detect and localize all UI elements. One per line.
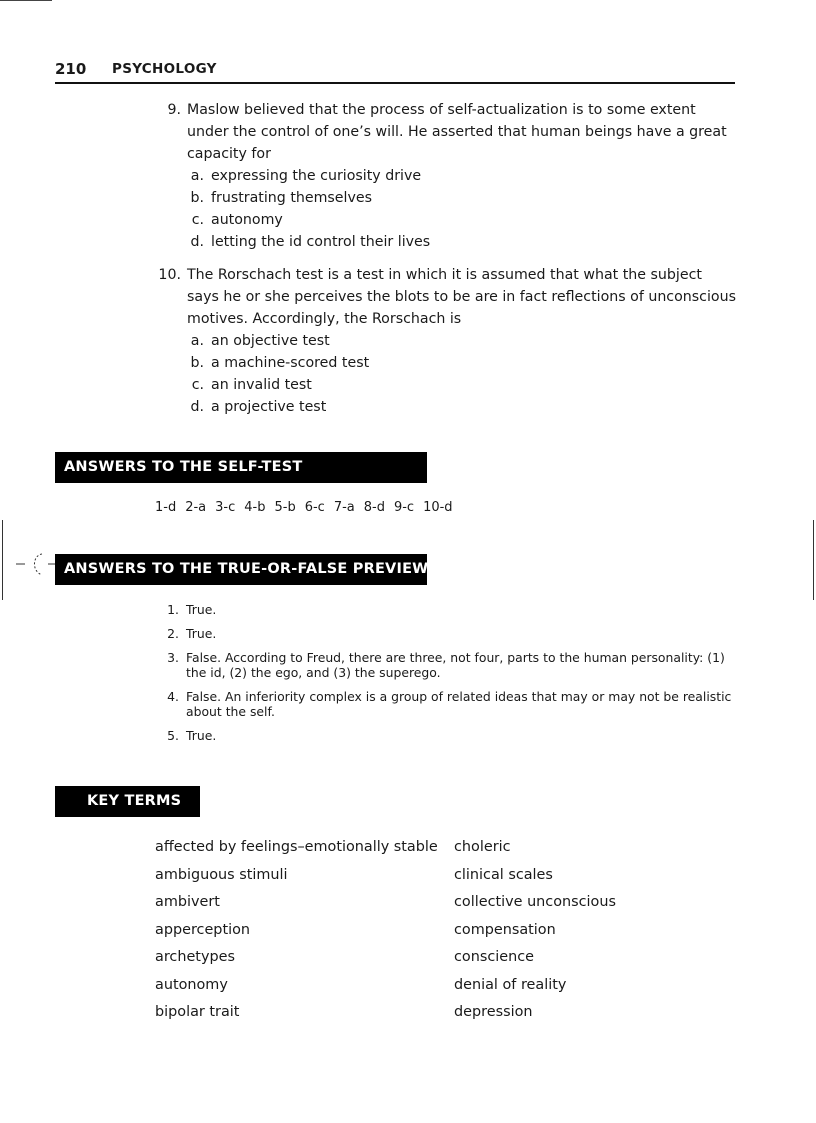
- answer-key: 1-d: [155, 500, 177, 515]
- option-letter: d.: [190, 234, 204, 250]
- option-c: [187, 374, 736, 396]
- answer-key: 3-c: [215, 500, 236, 515]
- quiz-item-text: False. An inferiority complex is a group of related ideas that may or may not be realistic about the self.: [186, 689, 732, 719]
- quiz-item-number: 1.: [167, 602, 179, 617]
- question-number: 10.: [158, 267, 181, 283]
- question-number: 9.: [167, 102, 181, 118]
- quiz-answer-item: [155, 602, 740, 617]
- answer-options: [187, 330, 736, 418]
- quiz-item-text: True.: [186, 626, 217, 641]
- option-a: [187, 330, 736, 352]
- key-term: depression: [454, 1004, 533, 1020]
- key-term: archetypes: [155, 949, 235, 965]
- option-letter: c.: [191, 377, 204, 393]
- page-corner-rule: [0, 0, 52, 1]
- key-term: choleric: [454, 839, 511, 855]
- self-test-answers-heading: ANSWERS TO THE SELF-TEST: [55, 452, 427, 483]
- answer-key: 8-d: [363, 500, 385, 515]
- option-letter: c.: [191, 212, 204, 228]
- quiz-item-number: 4.: [167, 689, 179, 704]
- quiz-item-number: 2.: [167, 626, 179, 641]
- option-letter: a.: [190, 168, 204, 184]
- registration-mark-icon: [16, 552, 56, 578]
- key-term: affected by feelings–emotionally stable: [155, 839, 438, 855]
- quiz-item-number: 3.: [167, 650, 179, 665]
- answer-key: 10-d: [423, 500, 453, 515]
- answer-key: 9-c: [393, 500, 415, 515]
- option-text: letting the id control their lives: [211, 234, 431, 250]
- question-stem: The Rorschach test is a test in which it is assumed that what the subject says he or she perceives the blots to be are in fact reflections of unconscious motives. Accordingly, the Rorschach is: [187, 267, 736, 327]
- key-term: denial of reality: [454, 976, 567, 993]
- quiz-answer-item: [155, 650, 740, 680]
- key-terms-left-column: [155, 834, 438, 1027]
- option-a: [187, 165, 736, 187]
- option-letter: d.: [190, 399, 204, 415]
- option-text: a projective test: [211, 399, 327, 415]
- answer-key: 6-c: [304, 500, 325, 515]
- page-number: 210: [55, 60, 87, 78]
- answer-key: 4-b: [244, 500, 266, 515]
- option-text: autonomy: [211, 212, 283, 228]
- key-term: clinical scales: [454, 866, 553, 883]
- self-test-answer-list: [155, 500, 453, 515]
- question-10: [150, 264, 736, 418]
- key-term: bipolar trait: [155, 1004, 240, 1020]
- key-term: conscience: [454, 949, 534, 965]
- question-9: [150, 99, 736, 253]
- answer-key: 2-a: [185, 500, 207, 515]
- page-header: [55, 60, 735, 84]
- quiz-item-text: True.: [186, 602, 217, 617]
- key-term: compensation: [454, 921, 556, 938]
- crop-mark-left: [2, 520, 3, 600]
- option-letter: a.: [190, 333, 204, 349]
- key-term: collective unconscious: [454, 894, 616, 910]
- quiz-item-text: False. According to Freud, there are three, not four, parts to the human personality: (1) the id, (2) the ego, and (3) the superego.: [186, 650, 725, 680]
- key-term: ambiguous stimuli: [155, 866, 288, 883]
- quiz-answer-item: [155, 728, 740, 743]
- option-text: frustrating themselves: [211, 190, 372, 206]
- question-stem: Maslow believed that the process of self-actualization is to some extent under the control of one’s will. He asserted that human beings have a great capacity for: [187, 102, 727, 162]
- answer-key: 7-a: [333, 500, 355, 515]
- key-term: ambivert: [155, 894, 220, 910]
- option-b: [187, 187, 736, 209]
- option-d: [187, 231, 736, 253]
- option-b: [187, 352, 736, 374]
- preview-quiz-answer-list: [155, 602, 740, 752]
- key-term: autonomy: [155, 976, 228, 993]
- key-terms-right-column: [454, 834, 616, 1027]
- running-head: PSYCHOLOGY: [112, 61, 217, 77]
- option-d: [187, 396, 736, 418]
- quiz-item-text: True.: [186, 728, 217, 743]
- crop-mark-right: [813, 520, 814, 600]
- answer-key: 5-b: [274, 500, 296, 515]
- option-text: a machine-scored test: [211, 355, 370, 371]
- option-text: an objective test: [211, 333, 330, 349]
- option-text: an invalid test: [211, 377, 312, 393]
- quiz-item-number: 5.: [167, 728, 179, 743]
- option-letter: b.: [190, 355, 204, 371]
- key-term: apperception: [155, 921, 251, 938]
- option-letter: b.: [190, 190, 204, 206]
- option-text: expressing the curiosity drive: [211, 168, 422, 184]
- option-c: [187, 209, 736, 231]
- quiz-answer-item: [155, 626, 740, 641]
- key-terms-heading: KEY TERMS: [55, 786, 200, 817]
- preview-quiz-answers-heading: ANSWERS TO THE TRUE-OR-FALSE PREVIEW QUIZ: [55, 554, 427, 585]
- quiz-answer-item: [155, 689, 740, 719]
- answer-options: [187, 165, 736, 253]
